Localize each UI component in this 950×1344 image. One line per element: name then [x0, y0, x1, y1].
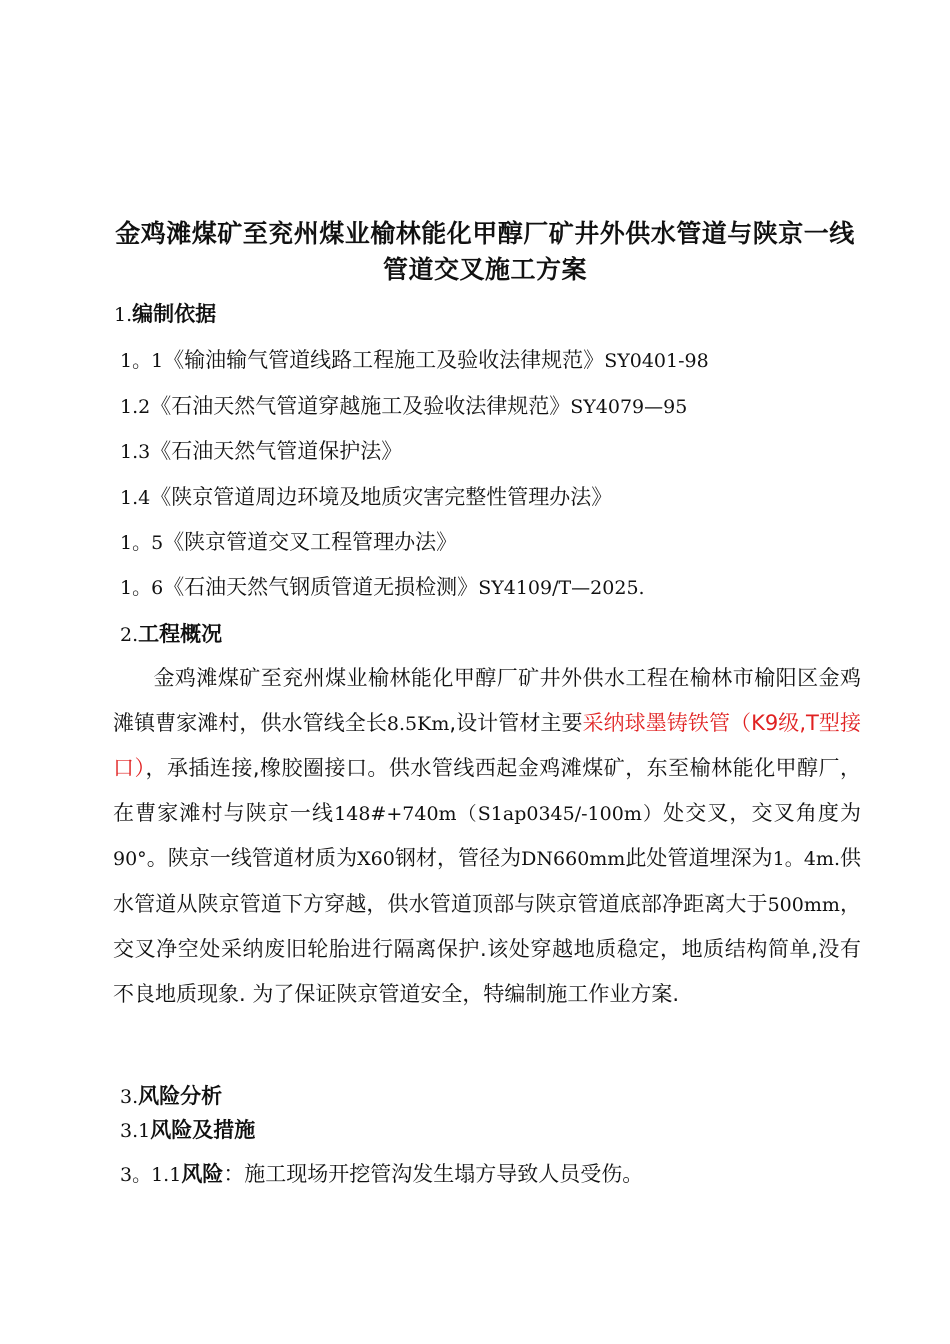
section-3-1-1-label: 风险	[181, 1162, 224, 1186]
section-1-number: 1.	[114, 304, 133, 326]
reference-item	[120, 481, 612, 511]
section-3-number: 3.	[120, 1086, 139, 1108]
reference-title: 《陕京管道周边环境及地质灾害完整性管理办法》	[150, 485, 613, 509]
reference-number: 1。6	[120, 577, 164, 599]
section-1-heading	[114, 298, 216, 328]
document-title-line-2: 管道交叉施工方案	[382, 255, 587, 284]
section-3-1-number: 3.1	[120, 1120, 151, 1142]
document-title-line-1: 金鸡滩煤矿至兖州煤业榆林能化甲醇厂矿井外供水管道与陕京一线	[115, 219, 855, 248]
reference-item	[120, 344, 709, 374]
reference-title: 《输油输气管道线路工程施工及验收法律规范》	[163, 348, 605, 372]
section-2-number: 2.	[120, 624, 139, 646]
section-3-1-1-text: ：施工现场开挖管沟发生塌方导致人员受伤。	[223, 1162, 644, 1186]
section-3-1-1-line	[120, 1158, 643, 1188]
reference-item	[120, 571, 645, 601]
reference-number: 1.2	[120, 396, 151, 418]
reference-item	[120, 526, 457, 556]
section-3-label: 风险分析	[138, 1084, 223, 1108]
reference-code: SY0401-98	[604, 350, 709, 372]
pipe-material-highlight: 采纳球墨铸铁管（K9级,T型接口）	[113, 710, 862, 780]
reference-item	[120, 390, 687, 420]
reference-item	[120, 435, 402, 465]
section-3-1-heading	[120, 1114, 255, 1144]
section-2-label: 工程概况	[138, 622, 223, 646]
section-1-label: 编制依据	[132, 302, 217, 326]
reference-number: 1。5	[120, 532, 164, 554]
reference-code: SY4109/T—2025.	[478, 577, 645, 599]
reference-title: 《石油天然气钢质管道无损检测》	[163, 575, 479, 599]
reference-number: 1。1	[120, 350, 164, 372]
section-2-heading	[120, 618, 222, 648]
section-3-1-label: 风险及措施	[150, 1118, 256, 1142]
reference-title: 《陕京管道交叉工程管理办法》	[163, 530, 458, 554]
reference-title: 《石油天然气管道保护法》	[150, 439, 403, 463]
project-overview-paragraph: 金鸡滩煤矿至兖州煤业榆林能化甲醇厂矿井外供水工程在榆林市榆阳区金鸡滩镇曹家滩村，供水管线全长8.5Km,设计管材主要采纳球墨铸铁管（K9级,T型接口），承插连接,橡胶圈接口。供水管线西起金鸡滩煤矿，东至榆林能化甲醇厂，在曹家滩村与陕京一线148#+740m（S1ap0345/-100m）处交叉，交叉角度为90°。陕京一线管道材质为X60钢材，管径为DN660mm此处管道埋深为1。4m.供水管道从陕京管道下方穿越，供水管道顶部与陕京管道底部净距离大于500mm，交叉净空处采纳废旧轮胎进行隔离保护.该处穿越地质稳定，地质结构简单,没有不良地质现象. 为了保证陕京管道安全，特编制施工作业方案.	[113, 666, 862, 1006]
reference-number: 1.3	[120, 441, 151, 463]
reference-number: 1.4	[120, 487, 151, 509]
reference-code: SY4079—95	[570, 396, 688, 418]
section-3-1-1-number: 3。1.1	[120, 1164, 182, 1186]
reference-title: 《石油天然气管道穿越施工及验收法律规范》	[150, 394, 571, 418]
section-3-heading	[120, 1080, 222, 1110]
